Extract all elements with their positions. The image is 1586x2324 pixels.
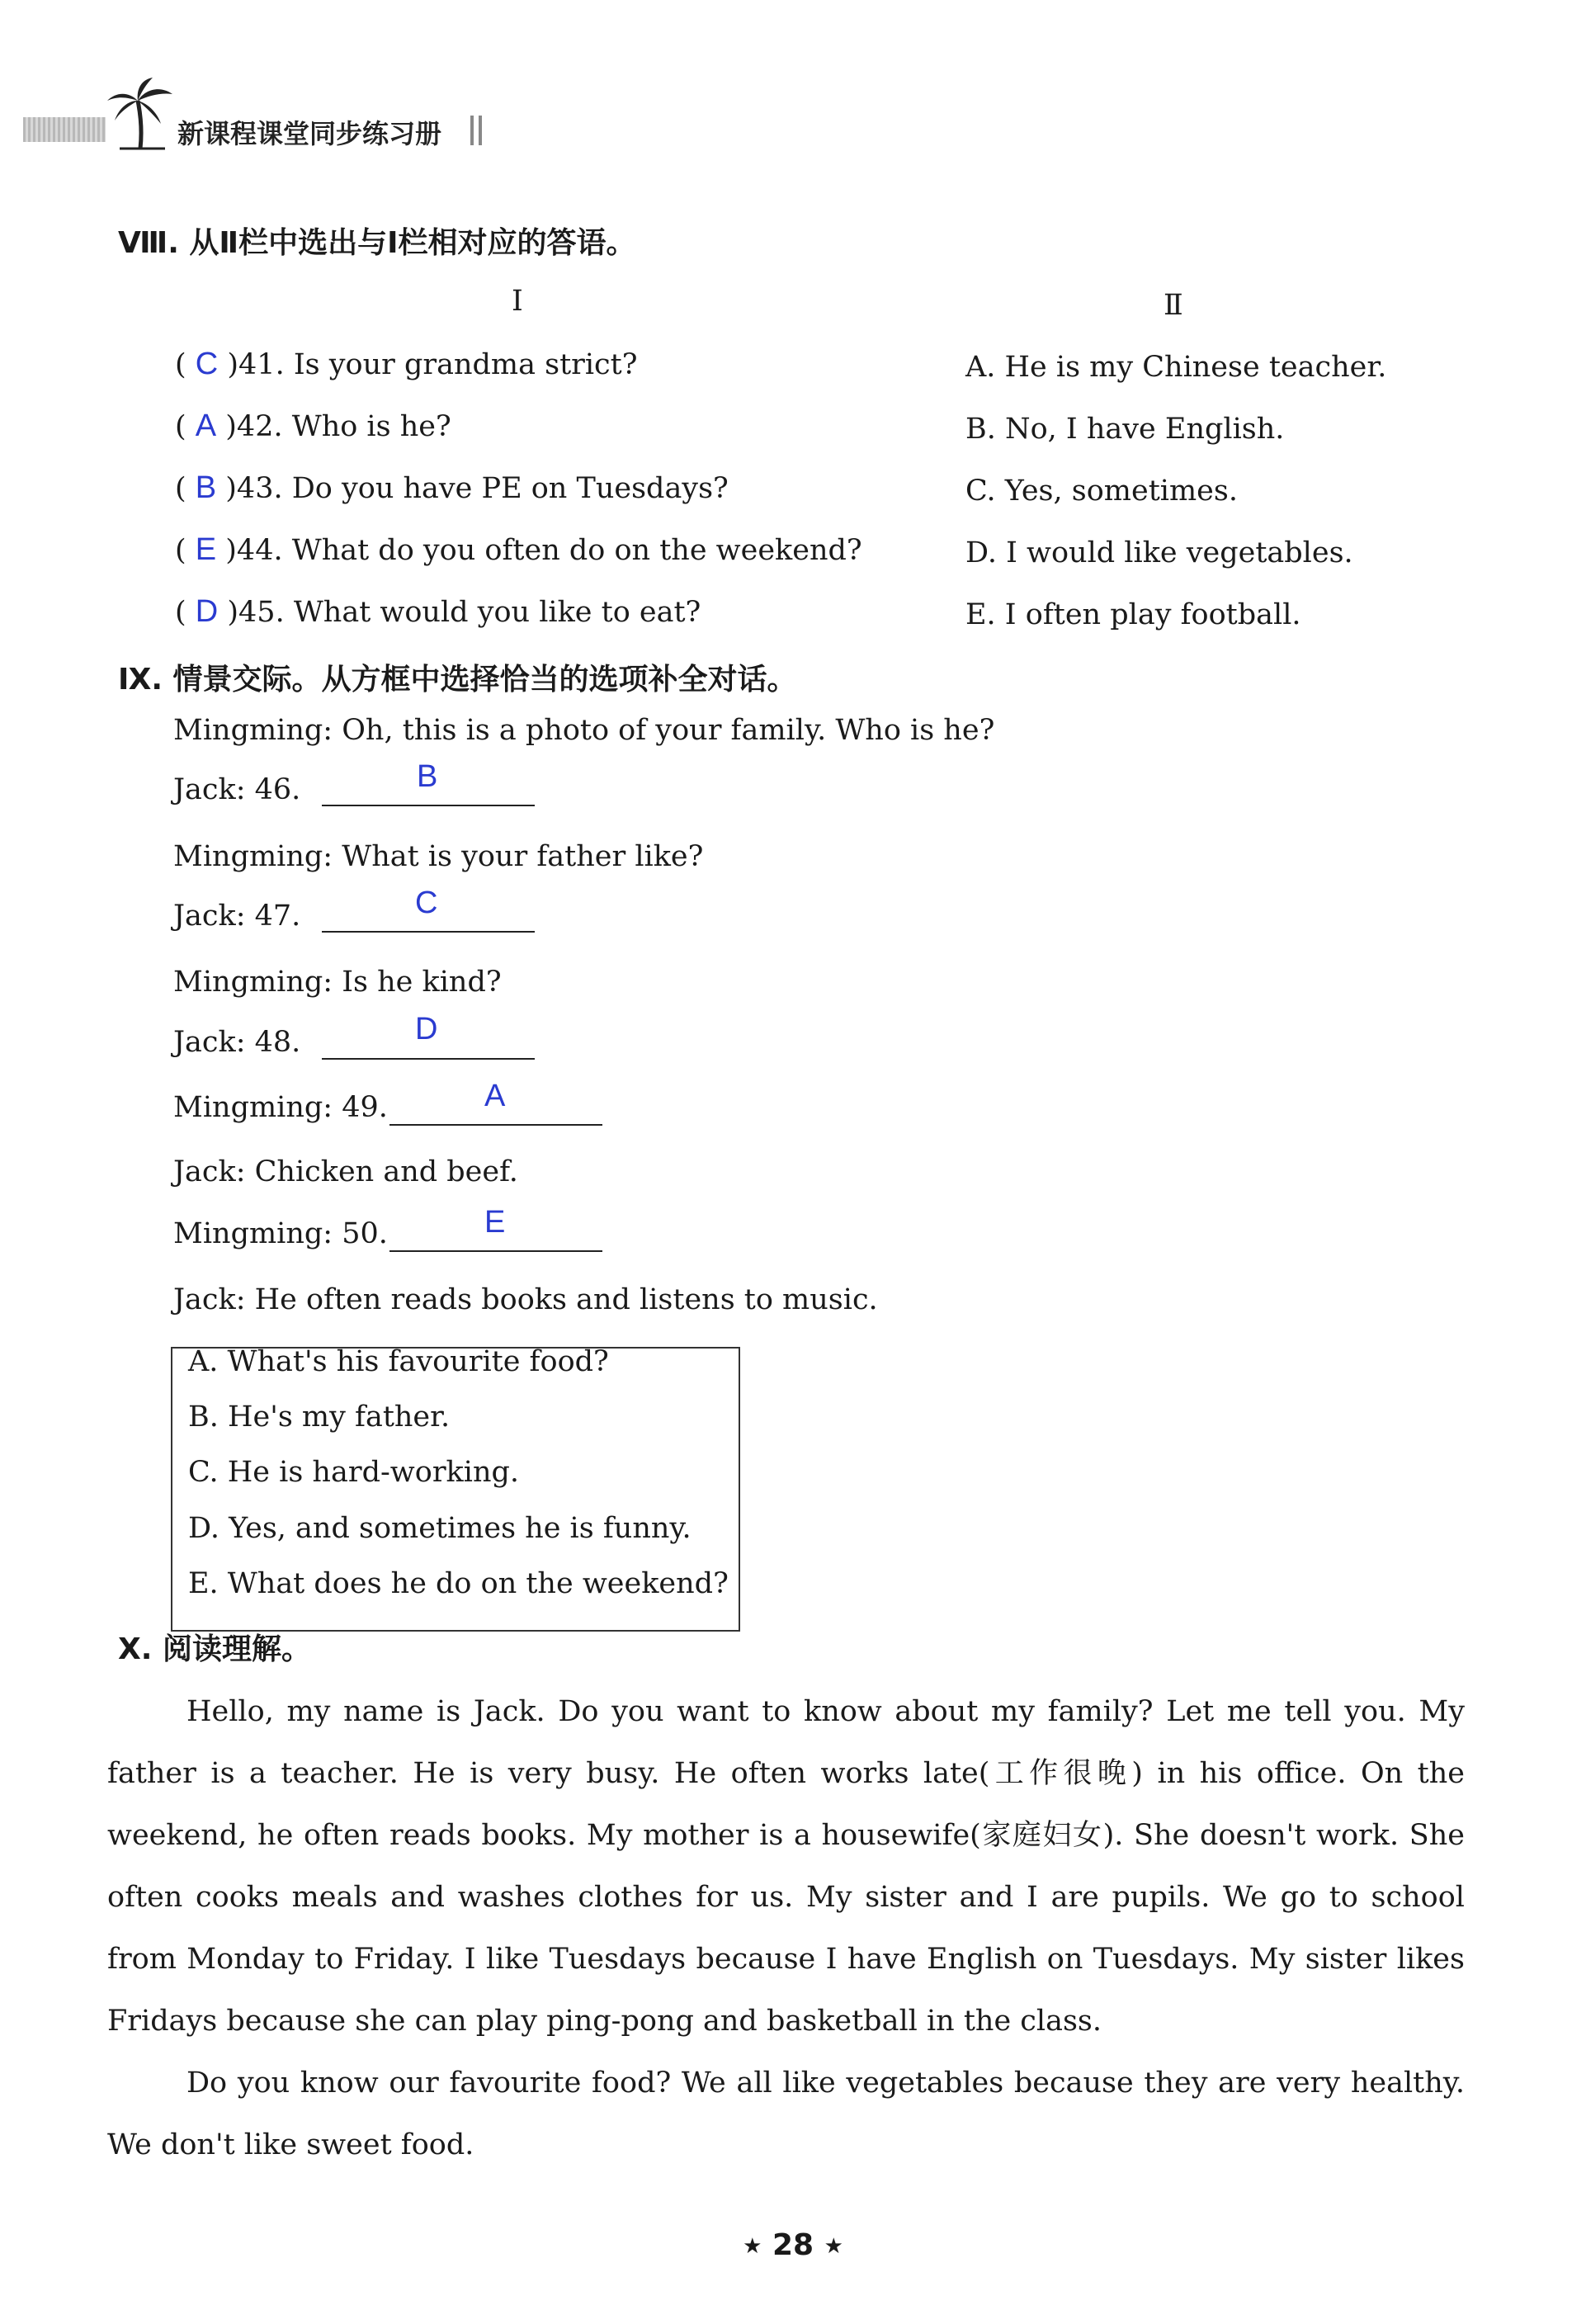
choice-e: E. What does he do on the weekend?: [188, 1567, 729, 1600]
blank-50: [389, 1250, 602, 1252]
question-42: ( A )42. Who is he?: [175, 409, 451, 443]
answer-45: D: [195, 594, 219, 629]
dialogue-line: Jack: Chicken and beef.: [173, 1155, 518, 1188]
section-10-heading: Ⅹ. 阅读理解。: [118, 1632, 311, 1666]
choice-c: C. He is hard-working.: [188, 1456, 520, 1489]
dialogue-line-49: Mingming: 49.: [173, 1091, 388, 1124]
question-43: ( B )43. Do you have PE on Tuesdays?: [175, 470, 729, 505]
page-number: ★ 28 ★: [743, 2228, 843, 2262]
answer-46: B: [417, 759, 438, 794]
star-icon: ★: [824, 2234, 843, 2259]
section-8-heading: Ⅷ. 从Ⅱ栏中选出与Ⅰ栏相对应的答语。: [118, 226, 636, 260]
option-c: C. Yes, sometimes.: [965, 475, 1238, 508]
column-1-label: Ⅰ: [512, 285, 523, 318]
reading-paragraph-1: Hello, my name is Jack. Do you want to know about my family? Let me tell you. My father is a teacher. He is very busy. He often works late(工作很晚) in his office. On the weekend, he often reads books. My mother is a housewife(家庭妇女). She doesn't work. She often cooks meals and washes clothes for us. My sister and I are pupils. We go to school from Monday to Friday. I like Tuesdays because I have English on Tuesdays. My sister likes Fridays because she can play ping-pong and basketball in the class.: [107, 1695, 1465, 2038]
question-41: ( C )41. Is your grandma strict?: [175, 347, 638, 381]
header-title: 新课程课堂同步练习册: [177, 118, 442, 149]
header-decoration-bar: [23, 117, 106, 142]
option-e: E. I often play football.: [965, 598, 1301, 631]
dialogue-line-50: Mingming: 50.: [173, 1217, 388, 1250]
option-a: A. He is my Chinese teacher.: [965, 351, 1387, 384]
question-44: ( E )44. What do you often do on the weekend?: [175, 532, 862, 567]
section-9-heading: Ⅸ. 情景交际。从方框中选择恰当的选项补全对话。: [118, 663, 797, 697]
dialogue-line-46: Jack: 46.: [173, 773, 301, 806]
reading-paragraph-2: Do you know our favourite food? We all like vegetables because they are very healthy. We don't like sweet food.: [107, 2067, 1465, 2161]
reading-passage: [107, 1681, 1465, 2176]
question-45: ( D )45. What would you like to eat?: [175, 594, 701, 629]
dialogue-line: Jack: He often reads books and listens to music.: [173, 1283, 878, 1316]
dialogue-line-47: Jack: 47.: [173, 900, 301, 933]
answer-49: A: [484, 1079, 506, 1113]
choice-d: D. Yes, and sometimes he is funny.: [188, 1512, 692, 1545]
header-divider: [470, 116, 474, 145]
answer-47: C: [415, 886, 438, 920]
answer-48: D: [415, 1012, 438, 1046]
answer-41: C: [195, 347, 219, 381]
blank-46: [322, 805, 535, 806]
palm-tree-icon: [103, 76, 177, 150]
dialogue-line: Mingming: Oh, this is a photo of your family. Who is he?: [173, 714, 995, 747]
dialogue-line-48: Jack: 48.: [173, 1026, 301, 1059]
answer-44: E: [195, 532, 217, 567]
blank-47: [322, 931, 535, 933]
answer-42: A: [195, 409, 217, 443]
answer-50: E: [484, 1205, 506, 1240]
dialogue-line: Mingming: What is your father like?: [173, 840, 704, 873]
header-divider: [479, 116, 482, 145]
choice-b: B. He's my father.: [188, 1401, 451, 1434]
dialogue-line: Mingming: Is he kind?: [173, 966, 502, 999]
option-b: B. No, I have English.: [965, 413, 1285, 446]
star-icon: ★: [743, 2234, 762, 2259]
blank-48: [322, 1058, 535, 1060]
answer-43: B: [195, 470, 217, 505]
choice-a: A. What's his favourite food?: [188, 1345, 609, 1378]
column-2-label: Ⅱ: [1164, 289, 1183, 322]
option-d: D. I would like vegetables.: [965, 536, 1353, 569]
blank-49: [389, 1124, 602, 1126]
